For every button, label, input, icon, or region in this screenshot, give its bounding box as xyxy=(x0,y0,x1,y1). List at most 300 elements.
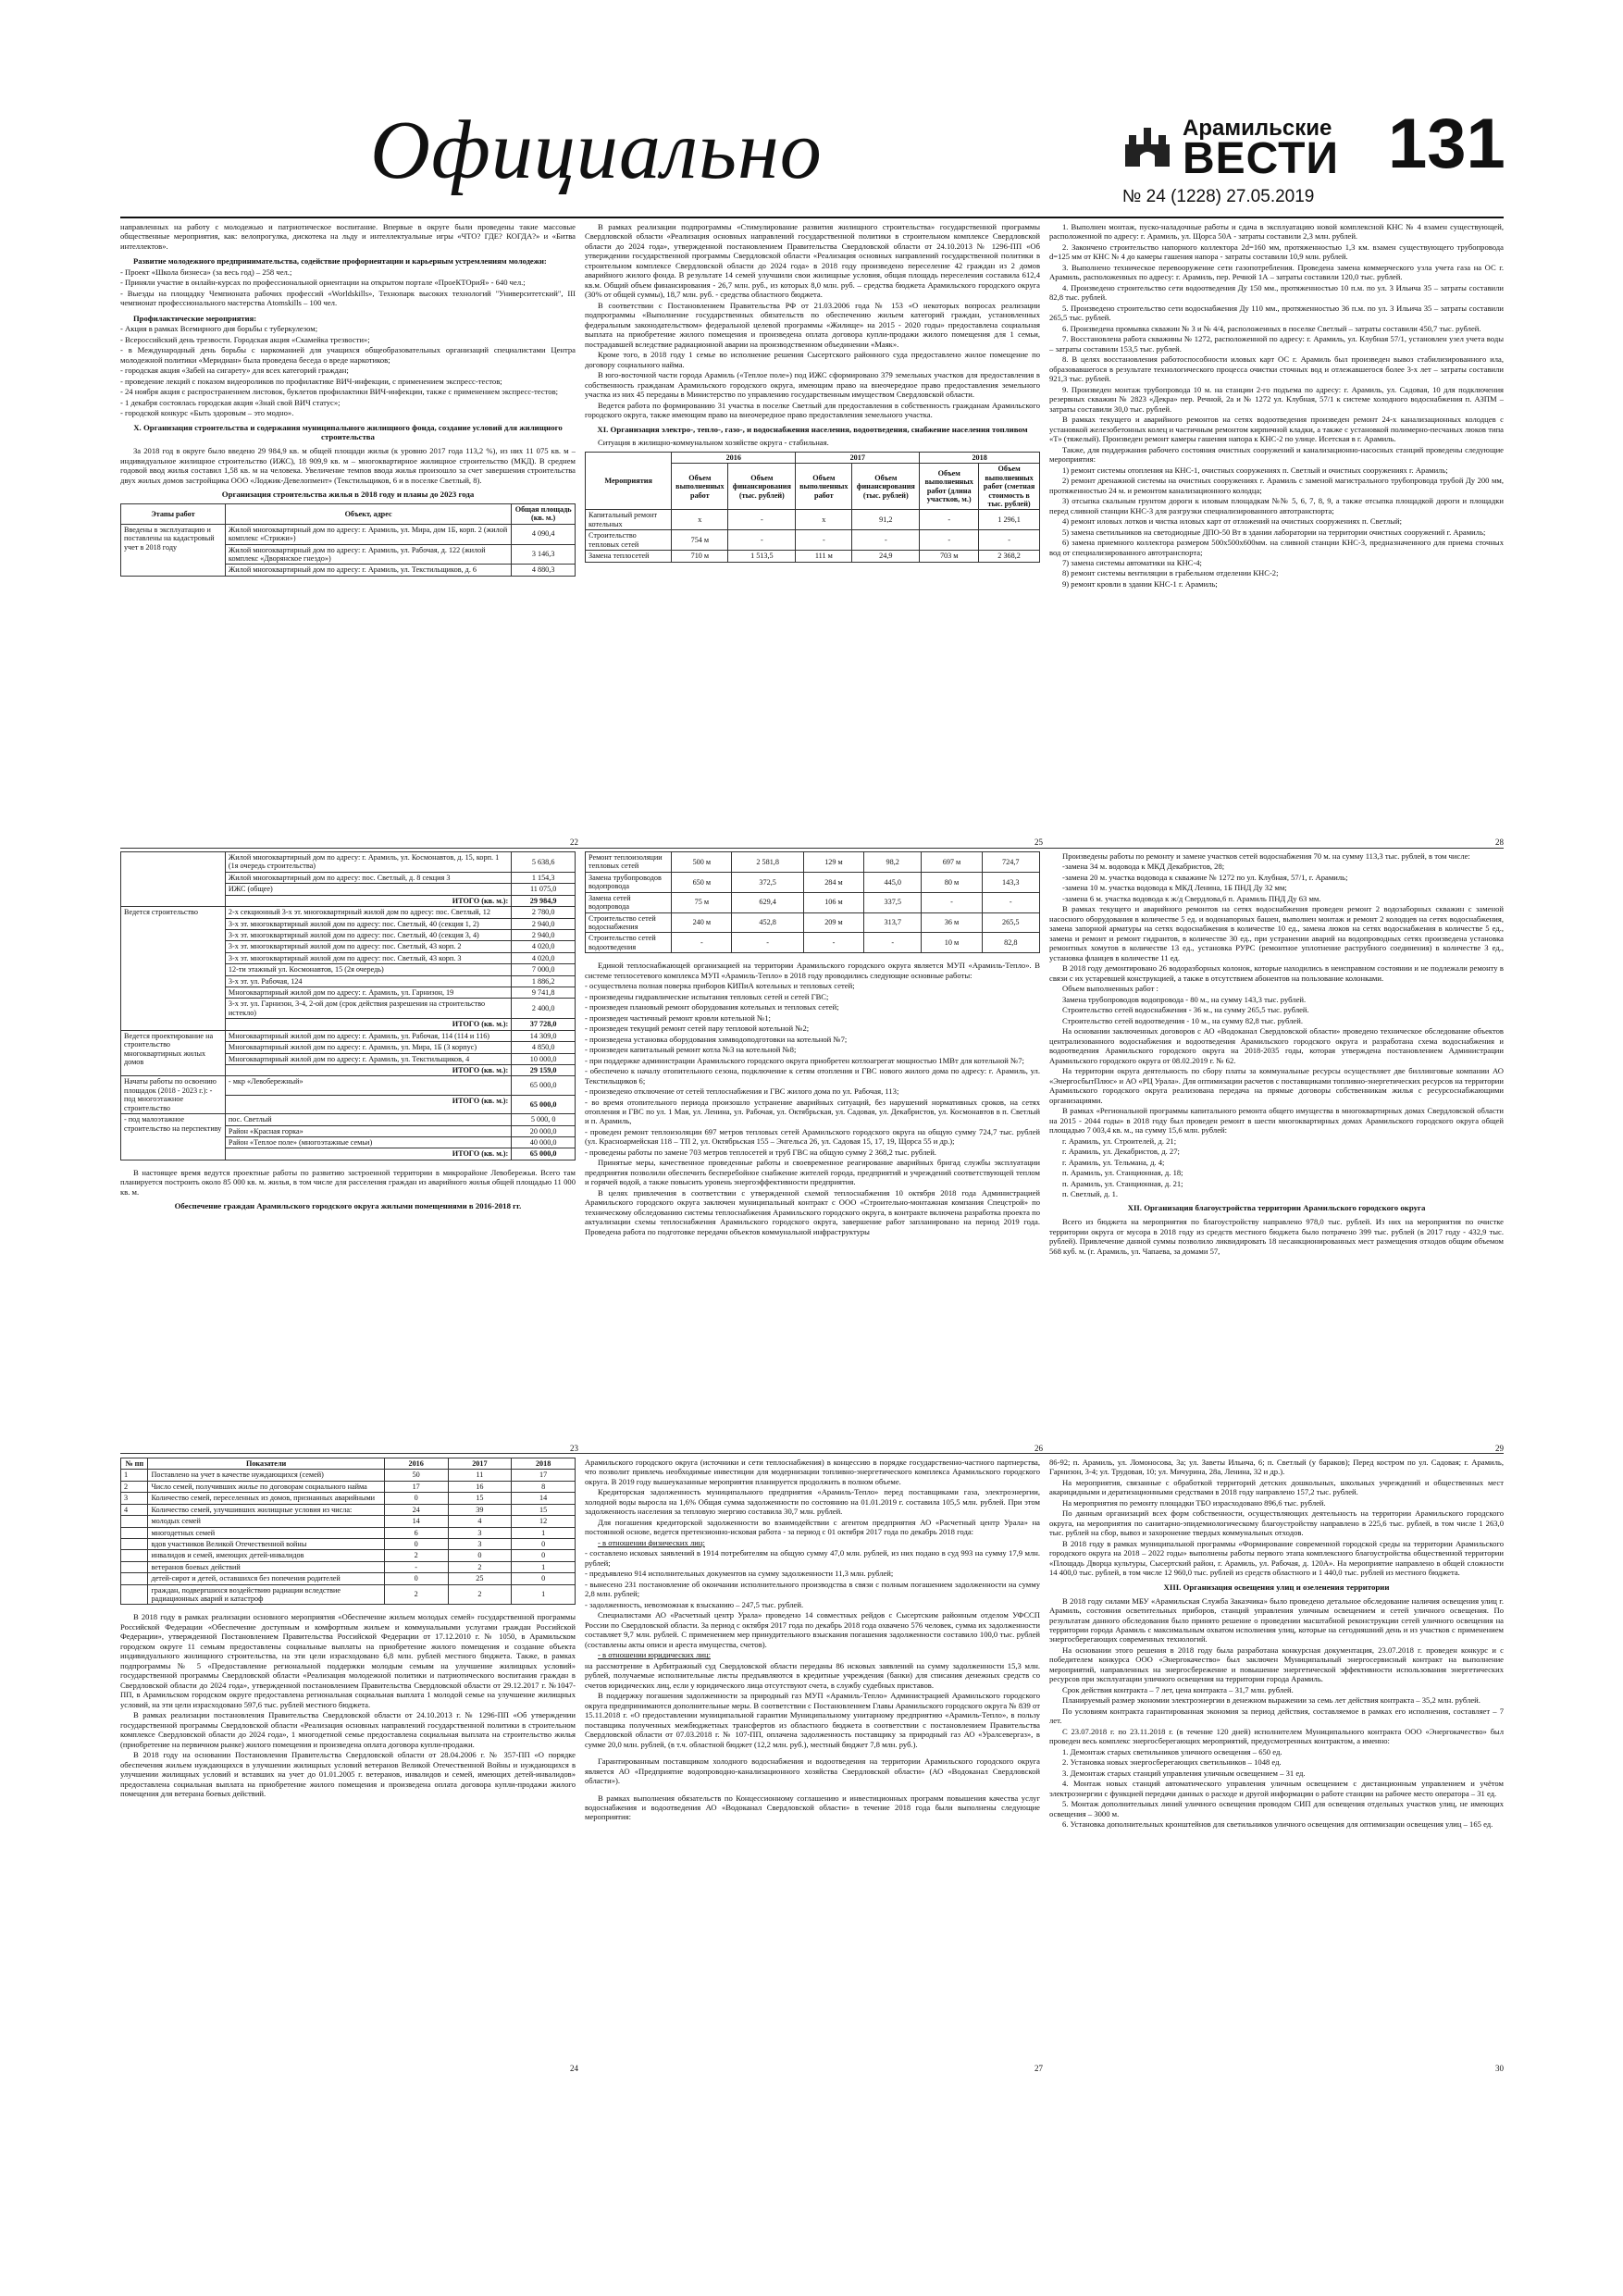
paragraph: За 2018 год в округе было введено 29 984,9 кв. м общей площади жилья (к уровню 2017 года 113,2 %), из них 11 075 кв. м – индивидуальное жилищное строительство (ИЖС), 18 909,9 кв. м – многоквартирное жилищное строительство (МКД). В среднем годовой ввод жилья составил 1,58 кв. м на человека. Увеличение темпов ввода жилья произошло за счет завершения строительства двух жилых домов застройщика ООО «Лоджик-Девелопмент» (Текстильщиков, 6 и в поселке Светлый, 8). xyxy=(120,446,576,485)
table-row xyxy=(586,551,1040,562)
paragraph: В рамках реализации постановления Правительства Свердловской области от 24.10.2013 г. № 1296-ПП «Об утверждении государственной программы Свердловской области «Реализация основных направлений государственной политики в строительном комплексе Свердловской области до 2024 года», 1 многодетной семье предоставлена социальная выплата на строительство жилья (приобретение на первичном рынке) жилого помещения и произведена оплата договора купли-продажи. xyxy=(120,1710,576,1749)
table-cell: Ведется строительство xyxy=(121,907,226,1031)
table-cell: 12-ти этажный ул. Космонавтов, 15 (2я очередь) xyxy=(225,964,511,975)
table-cell: 372,5 xyxy=(732,872,804,892)
table-cell: Жилой многоквартирный дом по адресу: г. Арамиль, ул. Рабочая, д. 122 (жилой комплекс «Дворянское гнездо») xyxy=(225,544,511,565)
table-cell: 10 м xyxy=(922,933,982,953)
table-cell: - xyxy=(803,933,863,953)
table-cell: 5 638,6 xyxy=(512,852,576,873)
list-item: г. Арамиль, ул. Тельмана, д. 4; xyxy=(1062,1157,1165,1167)
table-cell: 2 940,0 xyxy=(512,918,576,929)
table-cell: - xyxy=(920,510,979,530)
list-item: г. Арамиль, ул. Декабристов, д. 27; xyxy=(1062,1147,1180,1157)
table-cell: 111 м xyxy=(796,551,852,562)
list-item: Строительство сетей водоснабжения - 36 м., на сумму 265,5 тыс. рублей. xyxy=(1062,1005,1309,1015)
table-cell: 6 xyxy=(384,1527,448,1538)
list-item: - задолженность, невозможная к взысканию – 247,5 тыс. рублей. xyxy=(585,1599,804,1609)
subheading: - в отношении физических лиц: xyxy=(598,1537,705,1547)
table-row xyxy=(121,1561,576,1572)
subheading: Развитие молодежного предпринимательства, содействие профориентации и карьерным устремлениям молодежи: xyxy=(133,256,547,267)
list-item: - обеспечено к началу отопительного сезона, подключение к сетям отопления и ГВС нового жилого дома по адресу: г. Арамиль, ул. Текстильщиков 6; xyxy=(585,1066,1040,1086)
table-cell: 5 000, 0 xyxy=(512,1114,576,1125)
table-cell: 1 xyxy=(121,1470,148,1481)
table-header: Объем выполненных работ xyxy=(672,464,728,510)
paragraph: Кроме того, в 2018 году 1 семье во исполнение решения Сысертского районного суда предоставлено жилое помещение по договору социального найма. xyxy=(585,350,1040,369)
list-item: 6) замена приемного коллектора размером 500х500х600мм. на сливной станции КНС-3, предназначенного для приема сточных вод от специализированного автотранспорта; xyxy=(1049,538,1504,557)
table-cell: 4 090,4 xyxy=(512,524,576,544)
table-cell: 25 xyxy=(448,1573,512,1584)
table-header: 2016 xyxy=(384,1458,448,1470)
paragraph: С 23.07.2018 г. по 23.11.2018 г. (в течение 120 дней) исполнителем Муниципального контракта ООО «Энергокачество» был проведен весь комплекс энергосберегающих мероприятий, предусмотренных контрактом, а именно: xyxy=(1049,1726,1504,1746)
column-1-top xyxy=(120,222,576,838)
table-cell xyxy=(121,1550,148,1561)
table-row xyxy=(121,1516,576,1527)
paragraph: На основании заключенных договоров с АО «Водоканал Свердловской области» проведено техническое обследование объектов централизованного водоснабжения и водоотведения Арамильского городского округа и разработана схема водоснабжения и водоотведения Арамильского городского округа на 2018-2035 годы, которая утверждена постановлением Администрации Арамильского городского округа от 08.02.2019 г. № 62. xyxy=(1049,1026,1504,1065)
table-cell: граждан, подвергшихся воздействию радиации вследствие радиационных аварий и катастроф xyxy=(148,1584,384,1605)
table-row xyxy=(586,912,1040,933)
table-header: 2018 xyxy=(920,452,1040,463)
table-cell: 2 940,0 xyxy=(512,929,576,940)
table-cell: 703 м xyxy=(920,551,979,562)
table-cell: 697 м xyxy=(922,852,982,873)
table-cell: 3-х эт. многоквартирный жилой дом по адресу: пос. Светлый, 43 корп. 2 xyxy=(225,941,511,952)
housing-construction-table-continued xyxy=(120,851,576,1160)
table-cell: 313,7 xyxy=(864,912,922,933)
table-cell: 65 000,0 xyxy=(512,1076,576,1095)
list-item: - при поддержке администрации Арамильского городского округа приобретен котлоагрегат мощностью 1МВт для котельной №7; xyxy=(585,1055,1024,1065)
table-cell: 15 xyxy=(512,1504,576,1515)
table-header: Объем финансирования (тыс. рублей) xyxy=(728,464,796,510)
table-cell: 3-х эт. многоквартирный жилой дом по адресу: пос. Светлый, 40 (секция 3, 4) xyxy=(225,929,511,940)
table-cell: 65 000,0 xyxy=(512,1095,576,1113)
table-cell: 754 м xyxy=(672,530,728,551)
table-cell: 445,0 xyxy=(864,872,922,892)
list-item: 9. Произведен монтаж трубопровода 10 м. на станции 2-го подъема по адресу: г. Арамиль, ул. Садовая, 10 для подключения резервных скважин № 2823 «Декра» пер. Речной, 2а и № 1272 ул. Клубная, 57/1 к системе холодного водоснабжения п. АЗПМ – затраты составили 30,0 тыс. рублей. xyxy=(1049,384,1504,414)
table-cell xyxy=(121,1561,148,1572)
table-cell: 1 886,2 xyxy=(512,975,576,987)
table-title: Обеспечение граждан Арамильского городского округа жилыми помещениями в 2016-2018 гг. xyxy=(174,1201,522,1211)
table-cell: Жилой многоквартирный дом по адресу: г. Арамиль, ул. Мира, дом 1Б, корп. 2 (жилой комплекс «Стрижи») xyxy=(225,524,511,544)
list-item: 1. Выполнен монтаж, пуско-наладочные работы и сдача в эксплуатацию новой комплексной КНС № 4 взамен существующей, расположенной по адресу: г. Арамиль, ул. Щорса 50А - затраты составили 2,3 млн. рублей. xyxy=(1049,222,1504,242)
table-cell: Многоквартирный жилой дом по адресу: г. Арамиль, ул. Гарнизон, 19 xyxy=(225,987,511,999)
table-row xyxy=(586,852,1040,873)
list-item: - 24 ноября акция с распространением листовок, буклетов профилактики ВИЧ-инфекции, также с применением экспресс-тестов; xyxy=(120,387,559,397)
section-heading: XIII. Организация освещения улиц и озеленения территории xyxy=(1163,1582,1390,1592)
paragraph: Всего из бюджета на мероприятия по благоустройству направлено 978,0 тыс. рублей. Из них на мероприятия по очистке территории округа от мусора в 2018 году из средств местного бюджета было потрачено 399 тыс. рублей (в 2017 году - 432,9 тыс. рублей). Привлечение данной суммы позволило ликвидировать 18 несанкционированных мест размещения отходов общим объемом 568 куб. м. (г. Арамиль, ул. Чапаева, за домами 57, xyxy=(1049,1217,1504,1256)
table-row xyxy=(121,1030,576,1041)
paragraph: В рамках текущего и аварийного ремонтов на сетях водоотведения произведен ремонт 24-х канализационных колодцев с установкой железобетонных колец и частичным ремонтом кирпичной кладки, а также с установкой полимерно-песчаных люков типа «Т» (тяжелый). Произведен ремонт камеры гашения напора к КНС-2 по улице. Исетская в г. Арамиль. xyxy=(1049,415,1504,444)
paragraph: Для погашения кредиторской задолженности во взаимодействии с агентом предприятия АО «Расчетный центр Урала» на постоянной основе, ведется претензионно-исковая работа - за период с 01 октября 2017 года по декабрь 2018 года: xyxy=(585,1517,1040,1537)
list-item: Замена трубопроводов водопровода - 80 м., на сумму 143,3 тыс. рублей. xyxy=(1062,994,1307,1004)
table-title: Организация строительства жилья в 2018 году и планы до 2023 года xyxy=(221,490,475,500)
list-item: 5. Монтаж дополнительных линий уличного освещения проводом СИП для освещения отдельных участков улиц, не имеющих освещения – 3000 м. xyxy=(1049,1799,1504,1818)
list-item: 8. В целях восстановления работоспособности иловых карт ОС г. Арамиль был произведен вывоз стабилизированного ила, образовавшегося в результате технологического процесса очистки сточных вод и отлежавшегося более 3-х лет – затраты составили 921,3 тыс. рублей. xyxy=(1049,354,1504,384)
row-divider xyxy=(120,1453,1504,1454)
list-item: - Акция в рамках Всемирного дня борьбы с туберкулезом; xyxy=(120,324,318,334)
table-row xyxy=(121,1573,576,1584)
table-row xyxy=(121,1538,576,1549)
table-cell: 3-х эт. ул. Гарнизон, 3-4, 2-ой дом (срок действия разрешения на строительство истекло) xyxy=(225,999,511,1019)
table-cell: - xyxy=(728,530,796,551)
list-item: - осуществлена полная поверка приборов КИПиА котельных и тепловых сетей; xyxy=(585,981,855,991)
table-cell: ИТОГО (кв. м.): xyxy=(225,1019,511,1030)
table-cell: ИТОГО (кв. м.): xyxy=(225,895,511,906)
table-cell: 2 xyxy=(121,1481,148,1492)
table-row xyxy=(121,1527,576,1538)
table-cell: 3-х эт. многоквартирный жилой дом по адресу: пос. Светлый, 40 (секция 1, 2) xyxy=(225,918,511,929)
table-cell: 14 xyxy=(512,1493,576,1504)
table-header: Этапы работ xyxy=(121,503,226,524)
column-1-middle xyxy=(120,851,576,1444)
table-cell: 14 xyxy=(384,1516,448,1527)
table-cell: Количество семей, улучшивших жилищные условия из числа: xyxy=(148,1504,384,1515)
section-heading: XI. Организация электро-, тепло-, газо-, и водоснабжения населения, водоотведения, снабжение населения топливом xyxy=(597,424,1028,434)
table-cell: 0 xyxy=(448,1550,512,1561)
list-item: 1) ремонт системы отопления на КНС-1, очистных сооружениях п. Светлый и очистных сооружениях г. Арамиль; xyxy=(1062,465,1448,475)
table-cell: 284 м xyxy=(803,872,863,892)
paragraph: По условиям контракта гарантированная экономия за период действия, составляемое в рамках его исполнения, составляет – 7 лет. xyxy=(1049,1706,1504,1726)
list-item: -замена 20 м. участка водовода к скважине № 1272 по ул. Клубная, 57/1, г. Арамиль; xyxy=(1062,872,1348,882)
paragraph: В 2018 году на основании Постановления Правительства Свердловской области от 28.04.2006 г. № 357-ПП «О порядке обеспечения жильем нуждающихся в улучшении жилищных условий ветеранов Великой Отечественной Войны и нуждающихся в улучшении жилищных условий и вставших на учет до 01.01.2005 г. ветеранов, инвалидов и семей, имеющих детей-инвалидов» предоставлена социальная выплата на приобретение жилого помещения и произведена оплата договора купли-продажи жилого помещения для ветерана боевых действий. xyxy=(120,1750,576,1799)
table-header: Объем выполненных работ (сметная стоимость в тыс. рублей) xyxy=(979,464,1040,510)
subpage-number: 27 xyxy=(1035,2064,1043,2073)
list-item: 4) ремонт иловых лотков и чистка иловых карт от отложений на очистных сооружениях п. Светлый; xyxy=(1062,516,1403,527)
page-number: 131 xyxy=(1388,105,1505,183)
table-cell: 0 xyxy=(384,1538,448,1549)
list-item: 2) ремонт дренажной системы на очистных сооружениях г. Арамиль с заменой магистрального трубопровода трубой Ду 200 мм, протяженностью 24 м. и ремонтом канализационного колодца; xyxy=(1049,476,1504,495)
table-cell: - мкр «Левобережный» xyxy=(225,1076,511,1095)
list-item: 4. Монтаж новых станций автоматического управления уличным освещением с дистанционным управлением и учётом электроэнергии с функцией передачи данных о расходе и другой информации о работе станции на рабочее место оператора – 31 ед. xyxy=(1049,1779,1504,1798)
table-cell: 0 xyxy=(384,1493,448,1504)
table-header: Мероприятия xyxy=(586,452,672,510)
coat-of-arms-logo xyxy=(1120,122,1175,170)
table-cell: 3-х эт. многоквартирный жилой дом по адресу: пос. Светлый, 43 корп. 3 xyxy=(225,952,511,963)
table-cell: 36 м xyxy=(922,912,982,933)
table-row xyxy=(121,1504,576,1515)
header-rule xyxy=(120,217,1504,218)
table-header: Показатели xyxy=(148,1458,384,1470)
list-item: 5) замена светильников на светодиодные ДПО-50 Вт в здании лаборатории на территории очистных сооружений г. Арамиль; xyxy=(1062,527,1486,537)
list-item: 9) ремонт кровли в здании КНС-1 г. Арамиль; xyxy=(1062,578,1218,589)
paragraph: Произведены работы по ремонту и замене участков сетей водоснабжения 70 м. на сумму 113,3 тыс. рублей, в том числе: xyxy=(1062,851,1470,861)
paragraph: В 2018 году силами МБУ «Арамильская Служба Заказчика» было проведено детальное обследование наличия освещения улиц г. Арамиль, состояния осветительных приборов, станций управления уличным освещением и сетей уличного освещения. По результатам данного обследования было принято решение о проведении масштабной реконструкции сетей уличного освещения на территории города Арамиль с максимальным охватом исполнения улиц, которые на сегодняшний день и из участков с применением энергосберегающих современных технологий. xyxy=(1049,1595,1504,1644)
table-cell: 2 xyxy=(384,1584,448,1605)
table-cell: 37 728,0 xyxy=(512,1019,576,1030)
housing-construction-table xyxy=(120,503,576,577)
table-cell: вдов участников Великой Отечественной войны xyxy=(148,1538,384,1549)
table-header: Общая площадь (кв. м.) xyxy=(512,503,576,524)
table-header: 2017 xyxy=(448,1458,512,1470)
table-cell xyxy=(121,1573,148,1584)
list-item: 6. Произведена промывка скважин № 3 и № 4/4, расположенных в поселке Светлый – затраты составили 450,7 тыс. рублей. xyxy=(1062,323,1481,333)
paragraph: на рассмотрение в Арбитражный суд Свердловской области переданы 86 исковых заявлений на сумму задолженности 15,3 млн. рублей, получаемые исполнительные листы предъявляются в кредитные учреждения (банки) для списания денежных средств со счетов юридических лиц, если у юридического лица отсутствуют счета, в службу судебных приставов. xyxy=(585,1660,1040,1690)
table-header: 2016 xyxy=(672,452,796,463)
table-cell: - xyxy=(864,933,922,953)
table-cell: 9 741,8 xyxy=(512,987,576,999)
table-cell xyxy=(121,1516,148,1527)
table-cell: 3 xyxy=(448,1538,512,1549)
table-cell: Начаты работы по освоению площадок (2018 - 2023 г.): - под многоэтажное строительство xyxy=(121,1076,226,1114)
paragraph: Кредиторская задолженность муниципального предприятия «Арамиль-Тепло» перед поставщиками газа, электроэнергии, холодной воды выросла на 1,6% Общая сумма задолженности по состоянию на 01.01.2019 г. составила 105,5 млн. рублей. При этом задолженность населения за тепловую энергию составила 30,7 млн. рублей. xyxy=(585,1487,1040,1517)
subpage-number: 22 xyxy=(570,838,578,847)
paragraph: В 2018 году демонтировано 26 водоразборных колонок, которые находились в неисправном состоянии и не подлежали ремонту в связи с их устаревшей конструкцией, а также в отсутствием абонентов на пользование колонками. xyxy=(1049,963,1504,983)
table-cell: 2 780,0 xyxy=(512,907,576,918)
table-cell: 3-х эт. ул. Рабочая, 124 xyxy=(225,975,511,987)
paragraph: Планируемый размер экономии электроэнергии в денежном выражении за семь лет действия контракта – 35,2 млн. рублей. xyxy=(1062,1695,1481,1706)
table-cell: Жилой многоквартирный дом по адресу: г. Арамиль, ул. Космонавтов, д. 15, корп. 1 (1я очередь строительства) xyxy=(225,852,511,873)
table-row xyxy=(586,510,1040,530)
table-cell: Замена сетей водопровода xyxy=(586,892,672,912)
table-cell: 4 xyxy=(121,1504,148,1515)
table-cell: 1 513,5 xyxy=(728,551,796,562)
list-item: 3. Демонтаж старых станций управления уличным освещением – 31 ед. xyxy=(1062,1768,1306,1778)
list-item: -замена 34 м. водовода к МКД Декабристов, 28; xyxy=(1062,862,1225,872)
list-item: - предъявлено 914 исполнительных документов на сумму задолженности 11,3 млн. рублей; xyxy=(585,1569,894,1579)
table-cell: Строительство тепловых сетей xyxy=(586,530,672,551)
paragraph: В рамках выполнения обязательств по Концессионному соглашению и инвестиционных программ повышения качества услуг водоснабжения и водоотведения АО «Водоканал Свердловской области» в течение 2018 года были выполнены следующие мероприятия: xyxy=(585,1793,1040,1822)
table-cell: Многоквартирный жилой дом по адресу: г. Арамиль, ул. Рабочая, 114 (114 и 116) xyxy=(225,1030,511,1041)
table-cell: 265,5 xyxy=(982,912,1039,933)
table-cell: 2 368,2 xyxy=(979,551,1040,562)
table-cell: 12 xyxy=(512,1516,576,1527)
paragraph: На мероприятия, связанные с обработкой территорий детских дошкольных, школьных учреждений и общественных мест акарицидными и дератизационными средствами в 2018 году направлено 157,2 тыс. рублей. xyxy=(1049,1477,1504,1497)
table-row xyxy=(586,530,1040,551)
column-3-top xyxy=(1049,222,1504,838)
table-cell xyxy=(121,1527,148,1538)
table-cell xyxy=(121,1538,148,1549)
table-cell: 629,4 xyxy=(732,892,804,912)
section-heading: X. Организация строительства и содержания муниципального жилищного фонда, создание условий для жилищного строительства xyxy=(133,422,563,442)
table-row xyxy=(121,907,576,918)
table-cell: 2 400,0 xyxy=(512,999,576,1019)
table-cell: 65 000,0 xyxy=(512,1148,576,1160)
column-1-bottom xyxy=(120,1458,576,2059)
brand-name-top: Арамильские xyxy=(1183,116,1332,141)
column-2-top xyxy=(585,222,1040,838)
table-cell: 4 xyxy=(448,1516,512,1527)
table-cell: - xyxy=(672,933,732,953)
paragraph: Также, для поддержания рабочего состояния очистных сооружений и канализационно-насосных станций проведены следующие мероприятия: xyxy=(1049,444,1504,465)
list-item: - произведено отключение от сетей теплоснабжения и ГВС жилого дома по ул. Рабочая, 113; xyxy=(585,1086,899,1097)
paragraph: Объем выполненных работ : xyxy=(1062,984,1158,994)
table-cell: 11 075,0 xyxy=(512,884,576,895)
list-item: 2. Установка новых энергосберегающих светильников – 1048 ед. xyxy=(1062,1757,1282,1768)
table-cell: - xyxy=(982,892,1039,912)
paragraph: В соответствии с Постановлением Правительства РФ от 21.03.2006 года № 153 «О некоторых вопросах реализации подпрограммы «Выполнение государственных обязательств по обеспечению жильем категорий граждан, установленных федеральным законодательством» федеральной целевой программы «Жилище» на 2015 - 2020 годы» предоставлена социальная выплата на приобретение жилого помещения и произведена оплата договора купли-продажи жилого помещения для 1 семьи, пострадавшей вследствие радиационной аварии на производственном объединении «Маяк». xyxy=(585,300,1040,349)
table-cell: Количество семей, переселенных из домов, признанных аварийными xyxy=(148,1493,384,1504)
list-item: Строительство сетей водоотведения - 10 м., на сумму 82,8 тыс. рублей. xyxy=(1062,1015,1303,1025)
list-item: - Приняли участие в онлайн-курсах по профессиональной ориентации на открытом портале «ПроеКТОриЯ» - 640 чел.; xyxy=(120,278,526,288)
table-row xyxy=(586,872,1040,892)
table-cell: 75 м xyxy=(672,892,732,912)
table-cell: 0 xyxy=(512,1550,576,1561)
subpage-number: 23 xyxy=(570,1444,578,1453)
table-cell: 143,3 xyxy=(982,872,1039,892)
table-header: Объем выполненных работ xyxy=(796,464,852,510)
table-cell: 0 xyxy=(512,1538,576,1549)
brand-name-bottom: ВЕСТИ xyxy=(1183,134,1339,183)
column-2-bottom xyxy=(585,1458,1040,2059)
table-cell: 1 296,1 xyxy=(979,510,1040,530)
table-cell: 14 309,0 xyxy=(512,1030,576,1041)
paragraph: На мероприятия по ремонту площадки ТБО израсходовано 896,6 тыс. рублей. xyxy=(1062,1497,1326,1508)
paragraph: В настоящее время ведутся проектные работы по развитию застроенной территории в микрорайоне Левобережья. Всего там планируется построить около 85 000 кв. м. жилья, в том числе для расселения граждан из аварийного жилья общей площадью 11 000 кв. м. xyxy=(120,1167,576,1197)
list-item: 1. Демонтаж старых светильников уличного освещения – 650 ед. xyxy=(1062,1746,1282,1756)
list-item: - составлено исковых заявлений в 1914 потребителям на общую сумму 47,0 млн. рублей, из них подано в суд 993 на сумму 17,9 млн. рублей; xyxy=(585,1548,1040,1568)
table-cell: 710 м xyxy=(672,551,728,562)
table-cell: 50 xyxy=(384,1470,448,1481)
list-item: 7. Восстановлена работа скважины № 1272, расположенной по адресу: г. Арамиль, ул. Клубная 57/1, установлен узел учета воды – затраты составили 153,5 тыс. рублей. xyxy=(1049,334,1504,354)
list-item: п. Арамиль, ул. Станционная, д. 18; xyxy=(1062,1168,1183,1178)
paragraph: Единой теплоснабжающей организацией на территории Арамильского городского округа является МУП «Арамиль-Тепло». В системе теплосетевого комплекса МУП «Арамиль-Тепло» в 2018 году проводились следующие основные работы: xyxy=(585,961,1040,980)
list-item: - проведен ремонт теплоизоляции 697 метров тепловых сетей Арамильского городского округа на общую сумму 724,7 тыс. рублей (ул. Красноармейская 118 – ТП 2, ул. Октябрьская 155 – Энгельса 26, ул. Садовая 15, 17, 19, Щорса 55 и др.); xyxy=(585,1126,1040,1147)
list-item: - городской конкурс «Быть здоровым – это модно». xyxy=(120,408,294,418)
table-cell: 2 xyxy=(448,1584,512,1605)
subpage-number: 29 xyxy=(1495,1444,1504,1453)
table-cell: 17 xyxy=(384,1481,448,1492)
paragraph: Специалистами АО «Расчетный центр Урала» проведено 14 совместных рейдов с Сысертским районным отделом УФССП России по Свердловской области. За период с октября 2017 года по декабрь 2018 года охвачено 576 человек, сумма их задолженности составляет 9,7 млн. рублей. С применением мер принудительного взыскания погашения задолженности составило 100,0 тыс. рублей (составлены акты описи и ареста имущества, счетов). xyxy=(585,1610,1040,1649)
table-row xyxy=(121,1481,576,1492)
paragraph: В поддержку погашения задолженности за природный газ МУП «Арамиль-Тепло» Администрацией Арамильского городского округа предпринимаются дополнительные меры. В соответствии с Постановлением Главы Арамильского городского округа № 839 от 15.11.2018 г. «О предоставлении муниципальной гарантии Муниципальному унитарному предприятию «Арамиль-Тепло», в пользу поставщика полученных межбюджетных трансфертов из областного бюджета в соответствии с постановлением Правительства Свердловской области от 07.03.2018 г. № 107-ПП, оплачена задолженность поставщику за природный газ АО «Уралсевергаз», в сумме 20,0 млн. рублей, (в т.ч. областной бюджет (12,2 млн. руб.), местный бюджет 7,8 млн. руб.). xyxy=(585,1691,1040,1749)
table-cell: 98,2 xyxy=(864,852,922,873)
table-cell: 91,2 xyxy=(852,510,920,530)
table-cell: Замена трубопроводов водопровода xyxy=(586,872,672,892)
table-cell: 4 880,3 xyxy=(512,565,576,576)
table-cell: x xyxy=(796,510,852,530)
column-2-middle xyxy=(585,851,1040,1444)
table-header: 2017 xyxy=(796,452,920,463)
table-cell: Введены в эксплуатацию и поставлены на кадастровый учет в 2018 году xyxy=(121,524,226,576)
table-cell: Район «Красная горка» xyxy=(225,1125,511,1136)
list-item: 4. Произведено строительство сети водоотведения Ду 150 мм., протяженностью 10 п.м. по ул. 3 Ильича 35 – затраты составили 82,8 тыс. рублей. xyxy=(1049,282,1504,303)
table-cell: 80 м xyxy=(922,872,982,892)
table-cell: Ведется проектирование на строительство многоквартирных жилых домов xyxy=(121,1030,226,1076)
utilities-works-table xyxy=(585,452,1040,563)
table-cell: Жилой многоквартирный дом по адресу: г. Арамиль, ул. Текстильщиков, д. 6 xyxy=(225,565,511,576)
table-cell: 20 000,0 xyxy=(512,1125,576,1136)
table-cell: ИЖС (общее) xyxy=(225,884,511,895)
table-cell: 2 xyxy=(448,1561,512,1572)
table-cell: Ремонт теплоизоляции тепловых сетей xyxy=(586,852,672,873)
table-cell: Число семей, получивших жилье по договорам социального найма xyxy=(148,1481,384,1492)
list-item: - произведен плановый ремонт оборудования котельных и тепловых сетей; xyxy=(585,1002,839,1012)
table-cell: 500 м xyxy=(672,852,732,873)
list-item: 8) ремонт системы вентиляции в грабельном отделении КНС-2; xyxy=(1062,568,1279,578)
table-cell: 650 м xyxy=(672,872,732,892)
list-item: - городская акция «Забей на сигарету» для всех категорий граждан; xyxy=(120,366,349,376)
table-cell: Поставлено на учет в качестве нуждающихся (семей) xyxy=(148,1470,384,1481)
table-cell: Строительство сетей водоотведения xyxy=(586,933,672,953)
subpage-number: 28 xyxy=(1495,838,1504,847)
table-cell: молодых семей xyxy=(148,1516,384,1527)
paragraph: Арамильского городского округа (источники и сети теплоснабжения) в концессию в порядке государственно-частного партнерства, что позволит привлечь необходимые инвестиции для модернизации топливно-энергетического комплекса Арамильского городского округа. В 2019 году вышеуказанные мероприятия планируется продолжить в полном объеме. xyxy=(585,1458,1040,1486)
table-cell: 1 xyxy=(512,1561,576,1572)
subpage-number: 24 xyxy=(570,2064,578,2073)
table-row xyxy=(586,892,1040,912)
list-item: г. Арамиль, ул. Строителей, д. 21; xyxy=(1062,1136,1177,1146)
table-cell: 209 м xyxy=(803,912,863,933)
table-cell: 724,7 xyxy=(982,852,1039,873)
table-cell: 2-х секционный 3-х эт. многоквартирный жилой дом по адресу: пос. Светлый, 12 xyxy=(225,907,511,918)
table-cell: 4 020,0 xyxy=(512,952,576,963)
subheading: Профилактические мероприятия: xyxy=(133,313,257,323)
table-cell: 8 xyxy=(512,1481,576,1492)
paragraph: В 2018 году в рамках реализации основного мероприятия «Обеспечение жильем молодых семей» государственной программы Российской Федерации «Обеспечение доступным и комфортным жильем и коммунальными услугами граждан Российской Федерации», утвержденной Постановлением Правительства Российской Федерации от 17.12.2010 г. № 1050, в Арамильском городском округе 11 семьям предоставлены социальные выплаты на приобретение жилого помещения и создание объекта индивидуального жилищного строительства, на эти цели израсходовано 6,8 млн. рублей местного бюджета. Также, в рамках подпрограммы № 5 «Предоставление региональной поддержки молодым семьям на улучшение жилищных условий» государственной программы Свердловской области «Реализация молодежной политики и патриотического воспитания граждан в Свердловской области до 2024 года», утвержденной постановлением Правительства Свердловской области от 29.12.2017 г. №1047-ПП, в Арамильском городском округе предоставлена региональная социальная выплата 1 молодой семье на улучшение жилищных условий, на эти цели израсходовано 597,6 тыс. рублей местного бюджета. xyxy=(120,1612,576,1709)
table-cell: 0 xyxy=(384,1573,448,1584)
list-item: - Выезды на площадку Чемпионата рабочих профессий «Worldskills», Технопарк высоких технологий "Университетский", III чемпионат профессионального мастерства Atomskills – 100 чел. xyxy=(120,288,576,308)
table-cell: - xyxy=(852,530,920,551)
table-cell: 3 146,3 xyxy=(512,544,576,565)
row-divider xyxy=(120,848,1504,849)
section-title: Официально xyxy=(370,105,823,196)
subpage-number: 26 xyxy=(1035,1444,1043,1453)
paragraph: направленных на работу с молодежью и патриотическое воспитание. Впервые в округе были проведены такие массовые общественные мероприятия, как: велопрогулка, дискотека на льду и интеллектуальные игры «ЧТО? ГДЕ? КОГДА?» и «Битва интеллектов». xyxy=(120,222,576,251)
list-item: 7) замена системы автоматики на КНС-4; xyxy=(1062,557,1202,567)
list-item: - произведен капитальный ремонт котла №3 на котельной №8; xyxy=(585,1045,797,1055)
column-3-middle xyxy=(1049,851,1504,1444)
table-cell: Многоквартирный жилой дом по адресу: г. Арамиль, ул. Мира, 1Б (3 корпус) xyxy=(225,1042,511,1053)
list-item: - Всероссийский день трезвости. Городская акция «Скамейка трезвости»; xyxy=(120,334,370,344)
table-header: № пп xyxy=(121,1458,148,1470)
table-cell: ИТОГО (кв. м.): xyxy=(225,1148,511,1160)
table-cell: Замена теплосетей xyxy=(586,551,672,562)
table-cell: 10 000,0 xyxy=(512,1053,576,1064)
subpage-number: 30 xyxy=(1495,2064,1504,2073)
section-heading: XII. Организация благоустройства территории Арамильского городского округа xyxy=(1127,1203,1426,1213)
table-cell: 2 581,8 xyxy=(732,852,804,873)
paragraph: Срок действия контракта – 7 лет, цена контракта – 31,7 млн. рублей. xyxy=(1062,1684,1294,1694)
paragraph: Ситуация в жилищно-коммунальном хозяйстве округа - стабильная. xyxy=(598,438,829,448)
table-cell: 4 020,0 xyxy=(512,941,576,952)
table-cell: 4 850,0 xyxy=(512,1042,576,1053)
table-cell: 17 xyxy=(512,1470,576,1481)
list-item: - произведена установка оборудования химводоподготовки на котельной №7; xyxy=(585,1034,848,1044)
list-item: - проведены работы по замене 703 метров теплосетей и труб ГВС на общую сумму 2 368,2 тыс. рублей. xyxy=(585,1147,936,1157)
table-cell: 2 xyxy=(384,1550,448,1561)
table-cell: 129 м xyxy=(803,852,863,873)
paragraph: На территории округа деятельность по сбору платы за коммунальные ресурсы осуществляет две биллинговые компании АО «ЭнергосбытПлюс» и АО «РЦ Урала». Для оптимизации расчетов с поставщиками топливно-энергетических ресурсов на территории Арамильского городского округа реализована передача на прямые договоры собственникам жилья с ресурсоснабжающими организациями. xyxy=(1049,1066,1504,1105)
table-header: Объект, адрес xyxy=(225,503,511,524)
list-item: - произведен частичный ремонт кровли котельной №1; xyxy=(585,1012,771,1023)
table-cell: многодетных семей xyxy=(148,1527,384,1538)
table-cell: - xyxy=(922,892,982,912)
table-cell: 1 xyxy=(512,1527,576,1538)
table-cell: 240 м xyxy=(672,912,732,933)
list-item: - в Международный день борьбы с наркоманией для учащихся общеобразовательных организаций специалистами Центра молодежной политики «Меридиан» была проведена беседа о вреде наркотиков; xyxy=(120,345,576,365)
table-cell: Строительство сетей водоснабжения xyxy=(586,912,672,933)
housing-provision-table xyxy=(120,1458,576,1605)
list-item: -замена 6 м. участка водовода к ж/д Свердлова,6 п. Арамиль ПНД Ду 63 мм. xyxy=(1062,893,1321,903)
table-cell: 106 м xyxy=(803,892,863,912)
table-cell: 82,8 xyxy=(982,933,1039,953)
subheading: - в отношении юридических лиц: xyxy=(598,1650,711,1660)
table-row xyxy=(121,524,576,544)
table-row xyxy=(121,1493,576,1504)
table-row xyxy=(121,1584,576,1605)
table-header: 2018 xyxy=(512,1458,576,1470)
paragraph: В рамках реализации подпрограммы «Стимулирование развития жилищного строительства» государственной программы Свердловской области «Реализация основных направлений государственной политики в строительном комплексе Свердловской области до 2024 года», утвержденной постановлением Правительства Свердловской области от 24.10.2013 № 1296-ПП «Об утверждении государственной программы Свердловской области «Реализация основных направлений государственной политики в строительном комплексе Свердловской области до 2024 года» в 2018 году произведено переселение 42 граждан из 2 домов аварийного жилого фонда. В результате 14 семей улучшили свои жилищные условия, общая площадь переселения составила 612,4 кв.м. Общий объем финансирования - 26,7 млн. руб., из которых 8,0 млн. руб. – средства бюджета Арамильского городского округа (30% от общей суммы), 18,7 млн. руб. - средства областного бюджета. xyxy=(585,222,1040,300)
table-cell: x xyxy=(672,510,728,530)
list-item: - Проект «Школа бизнеса» (за весь год) – 258 чел.; xyxy=(120,267,292,277)
table-cell: инвалидов и семей, имеющих детей-инвалидов xyxy=(148,1550,384,1561)
column-3-bottom xyxy=(1049,1458,1504,2059)
table-cell: 29 984,9 xyxy=(512,895,576,906)
masthead xyxy=(120,105,1505,228)
list-item: 3) отсыпка скальным грунтом дороги к иловым площадкам №№ 5, 6, 7, 8, 9, а также отсыпка площадкой дороги и площадки перед сливной станции КНС-3 для разгрузки специализированного автотранспорта; xyxy=(1049,496,1504,515)
paragraph: В юго-восточной части города Арамиль («Теплое поле») под ИЖС сформировано 379 земельных участков для предоставления в собственность гражданам Арамильского городского округа, имеющим право на внеочередное право предоставления земельного участка из них 45 переданы в Министерство по управлению государственным имуществом Свердловской области. xyxy=(585,370,1040,400)
list-item: - 1 декабря состоялась городская акция «Знай свой ВИЧ статус»; xyxy=(120,397,341,407)
table-cell: Капитальный ремонт котельных xyxy=(586,510,672,530)
